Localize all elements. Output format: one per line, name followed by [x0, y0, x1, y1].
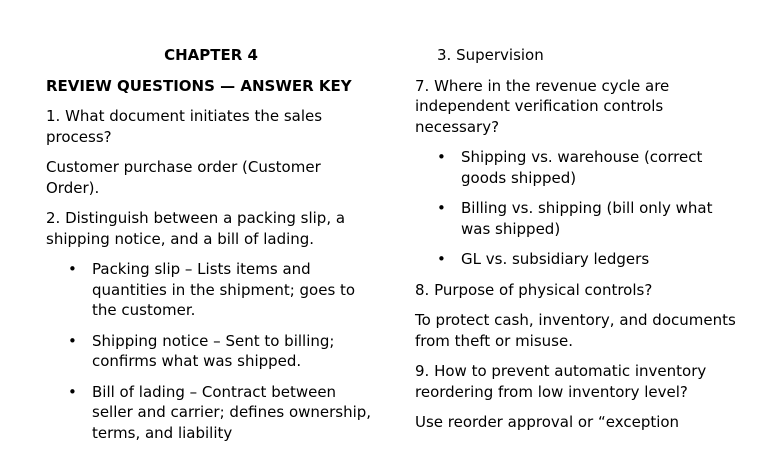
answer-9: Use reorder approval or “exception: [415, 413, 680, 431]
question-7: 7. Where in the revenue cycle are independent verification controls necessary?: [415, 76, 670, 136]
list-item-text: Packing slip – Lists items and quantities in the shipment; goes to the customer.: [92, 260, 356, 319]
list-item: [46, 331, 376, 372]
question-8: 8. Purpose of physical controls?: [415, 280, 653, 299]
bullet-icon: •: [68, 260, 77, 278]
list-item-text: Bill of lading – Contract between seller and carrier; defines ownership, terms, and liability: [92, 382, 372, 442]
answer-8: To protect cash, inventory, and documents from theft or misuse.: [415, 311, 736, 350]
list-item-supervision: 3. Supervision: [437, 46, 544, 64]
bullet-icon: •: [437, 199, 446, 217]
list-item-text: Billing vs. shipping (bill only what was shipped): [461, 199, 713, 238]
list-item-text: Shipping notice – Sent to billing; confirms what was shipped.: [92, 331, 335, 370]
list-item: [46, 259, 376, 321]
list-item-text: GL vs. subsidiary ledgers: [461, 250, 650, 268]
list-item: [415, 249, 745, 270]
left-column: [46, 45, 376, 453]
list-item: [415, 198, 745, 239]
answer-1: Customer purchase order (Customer Order).: [46, 158, 321, 197]
answer-key-heading: REVIEW QUESTIONS — ANSWER KEY: [46, 76, 352, 95]
document-types-list: [46, 259, 376, 443]
bullet-icon: •: [68, 331, 77, 350]
list-item: [46, 382, 376, 444]
bullet-icon: •: [437, 148, 446, 166]
list-item: [415, 147, 745, 188]
bullet-icon: •: [68, 382, 77, 401]
chapter-title: CHAPTER 4: [164, 46, 258, 64]
question-9: 9. How to prevent automatic inventory reordering from low inventory level?: [415, 362, 707, 401]
list-item-text: Shipping vs. warehouse (correct goods shipped): [461, 148, 703, 187]
verification-controls-list: [415, 147, 745, 270]
numbered-list: [415, 45, 745, 66]
question-1: 1. What document initiates the sales process?: [46, 107, 323, 146]
right-column: [415, 45, 745, 443]
bullet-icon: •: [437, 250, 446, 268]
question-2: 2. Distinguish between a packing slip, a shipping notice, and a bill of lading.: [46, 209, 346, 248]
